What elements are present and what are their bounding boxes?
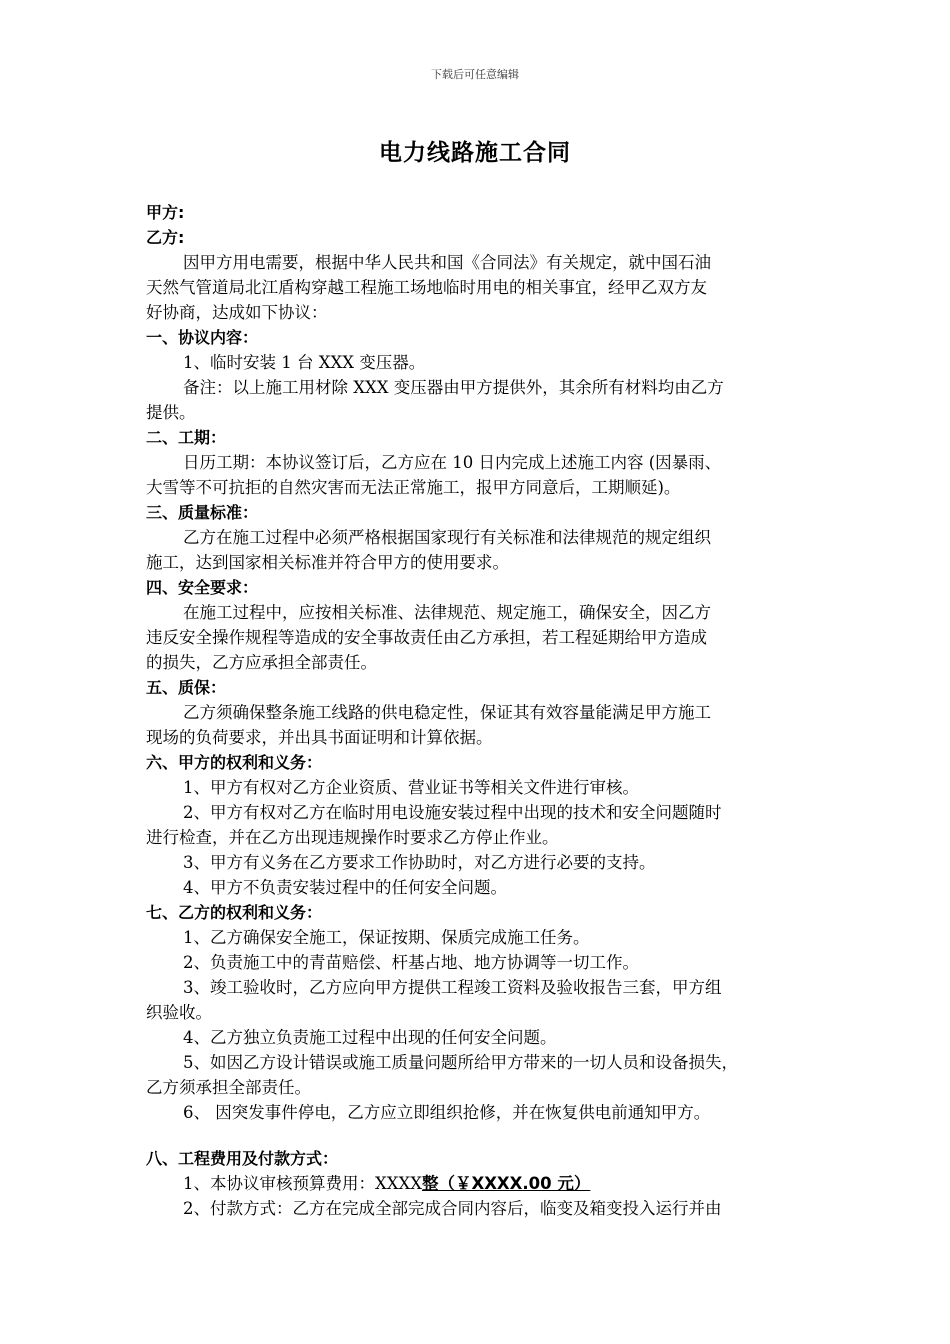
party-a-label: 甲方:	[146, 203, 185, 222]
section-1-note: 备注：以上施工用材除 XXX 变压器由甲方提供外，其余所有材料均由乙方	[183, 378, 724, 397]
section-heading-6: 六、甲方的权利和义务：	[146, 753, 323, 772]
section-3-text: 施工，达到国家相关标准并符合甲方的使用要求。	[146, 553, 509, 572]
party-b-label: 乙方:	[146, 228, 185, 247]
section-heading-4: 四、安全要求：	[146, 578, 259, 597]
section-6-item: 2、甲方有权对乙方在临时用电设施安装过程中出现的技术和安全问题随时	[183, 803, 722, 822]
section-7-item: 5、如因乙方设计错误或施工质量问题所给甲方带来的一切人员和设备损失，	[183, 1053, 738, 1072]
section-7-item: 4、乙方独立负责施工过程中出现的任何安全问题。	[183, 1028, 557, 1047]
header-note: 下载后可任意编辑	[431, 68, 519, 81]
intro-line: 天然气管道局北江盾构穿越工程施工场地临时用电的相关事宜，经甲乙双方友	[146, 278, 707, 297]
section-1-item-1: 1、临时安装 1 台 XXX 变压器。	[183, 353, 426, 372]
section-5-text: 乙方须确保整条施工线路的供电稳定性，保证其有效容量能满足甲方施工	[183, 703, 711, 722]
budget-label: 1、本协议审核预算费用：XXXX	[183, 1174, 422, 1193]
section-7-item: 乙方须承担全部责任。	[146, 1078, 311, 1097]
section-heading-8: 八、工程费用及付款方式：	[146, 1149, 339, 1168]
section-6-item: 3、甲方有义务在乙方要求工作协助时，对乙方进行必要的支持。	[183, 853, 656, 872]
section-5-text: 现场的负荷要求，并出具书面证明和计算依据。	[146, 728, 493, 747]
intro-line: 因甲方用电需要，根据中华人民共和国《合同法》有关规定，就中国石油	[183, 253, 711, 272]
section-2-text: 大雪等不可抗拒的自然灾害而无法正常施工，报甲方同意后，工期顺延)。	[146, 478, 681, 497]
section-3-text: 乙方在施工过程中必须严格根据国家现行有关标准和法律规范的规定组织	[183, 528, 711, 547]
section-7-item: 6、 因突发事件停电，乙方应立即组织抢修，并在恢复供电前通知甲方。	[183, 1103, 711, 1122]
section-8-item-1	[146, 1171, 816, 1196]
section-7-item: 1、乙方确保安全施工，保证按期、保质完成施工任务。	[183, 928, 590, 947]
section-heading-2: 二、工期：	[146, 428, 227, 447]
section-4-text: 在施工过程中，应按相关标准、法律规范、规定施工，确保安全，因乙方	[183, 603, 711, 622]
section-heading-7: 七、乙方的权利和义务：	[146, 903, 323, 922]
intro-line: 好协商，达成如下协议：	[146, 303, 328, 322]
section-2-text: 日历工期：本协议签订后，乙方应在 10 日内完成上述施工内容 (因暴雨、	[183, 453, 722, 472]
section-6-item: 进行检查，并在乙方出现违规操作时要求乙方停止作业。	[146, 828, 559, 847]
section-7-item: 织验收。	[146, 1003, 212, 1022]
section-heading-5: 五、质保：	[146, 678, 227, 697]
section-heading-1: 一、协议内容：	[146, 328, 259, 347]
section-1-note: 提供。	[146, 403, 196, 422]
section-8-item-2: 2、付款方式：乙方在完成全部完成合同内容后，临变及箱变投入运行并由	[183, 1199, 722, 1218]
section-6-item: 1、甲方有权对乙方企业资质、营业证书等相关文件进行审核。	[183, 778, 639, 797]
section-4-text: 违反安全操作规程等造成的安全事故责任由乙方承担，若工程延期给甲方造成	[146, 628, 707, 647]
section-6-item: 4、甲方不负责安装过程中的任何安全问题。	[183, 878, 507, 897]
document-title: 电力线路施工合同	[379, 140, 571, 166]
section-heading-3: 三、质量标准：	[146, 503, 259, 522]
section-7-item: 2、负责施工中的青苗赔偿、杆基占地、地方协调等一切工作。	[183, 953, 639, 972]
budget-amount: 整（￥XXXX.00 元）	[421, 1174, 591, 1193]
section-7-item: 3、竣工验收时，乙方应向甲方提供工程竣工资料及验收报告三套，甲方组	[183, 978, 722, 997]
section-4-text: 的损失，乙方应承担全部责任。	[146, 653, 377, 672]
contract-body	[146, 200, 816, 1221]
